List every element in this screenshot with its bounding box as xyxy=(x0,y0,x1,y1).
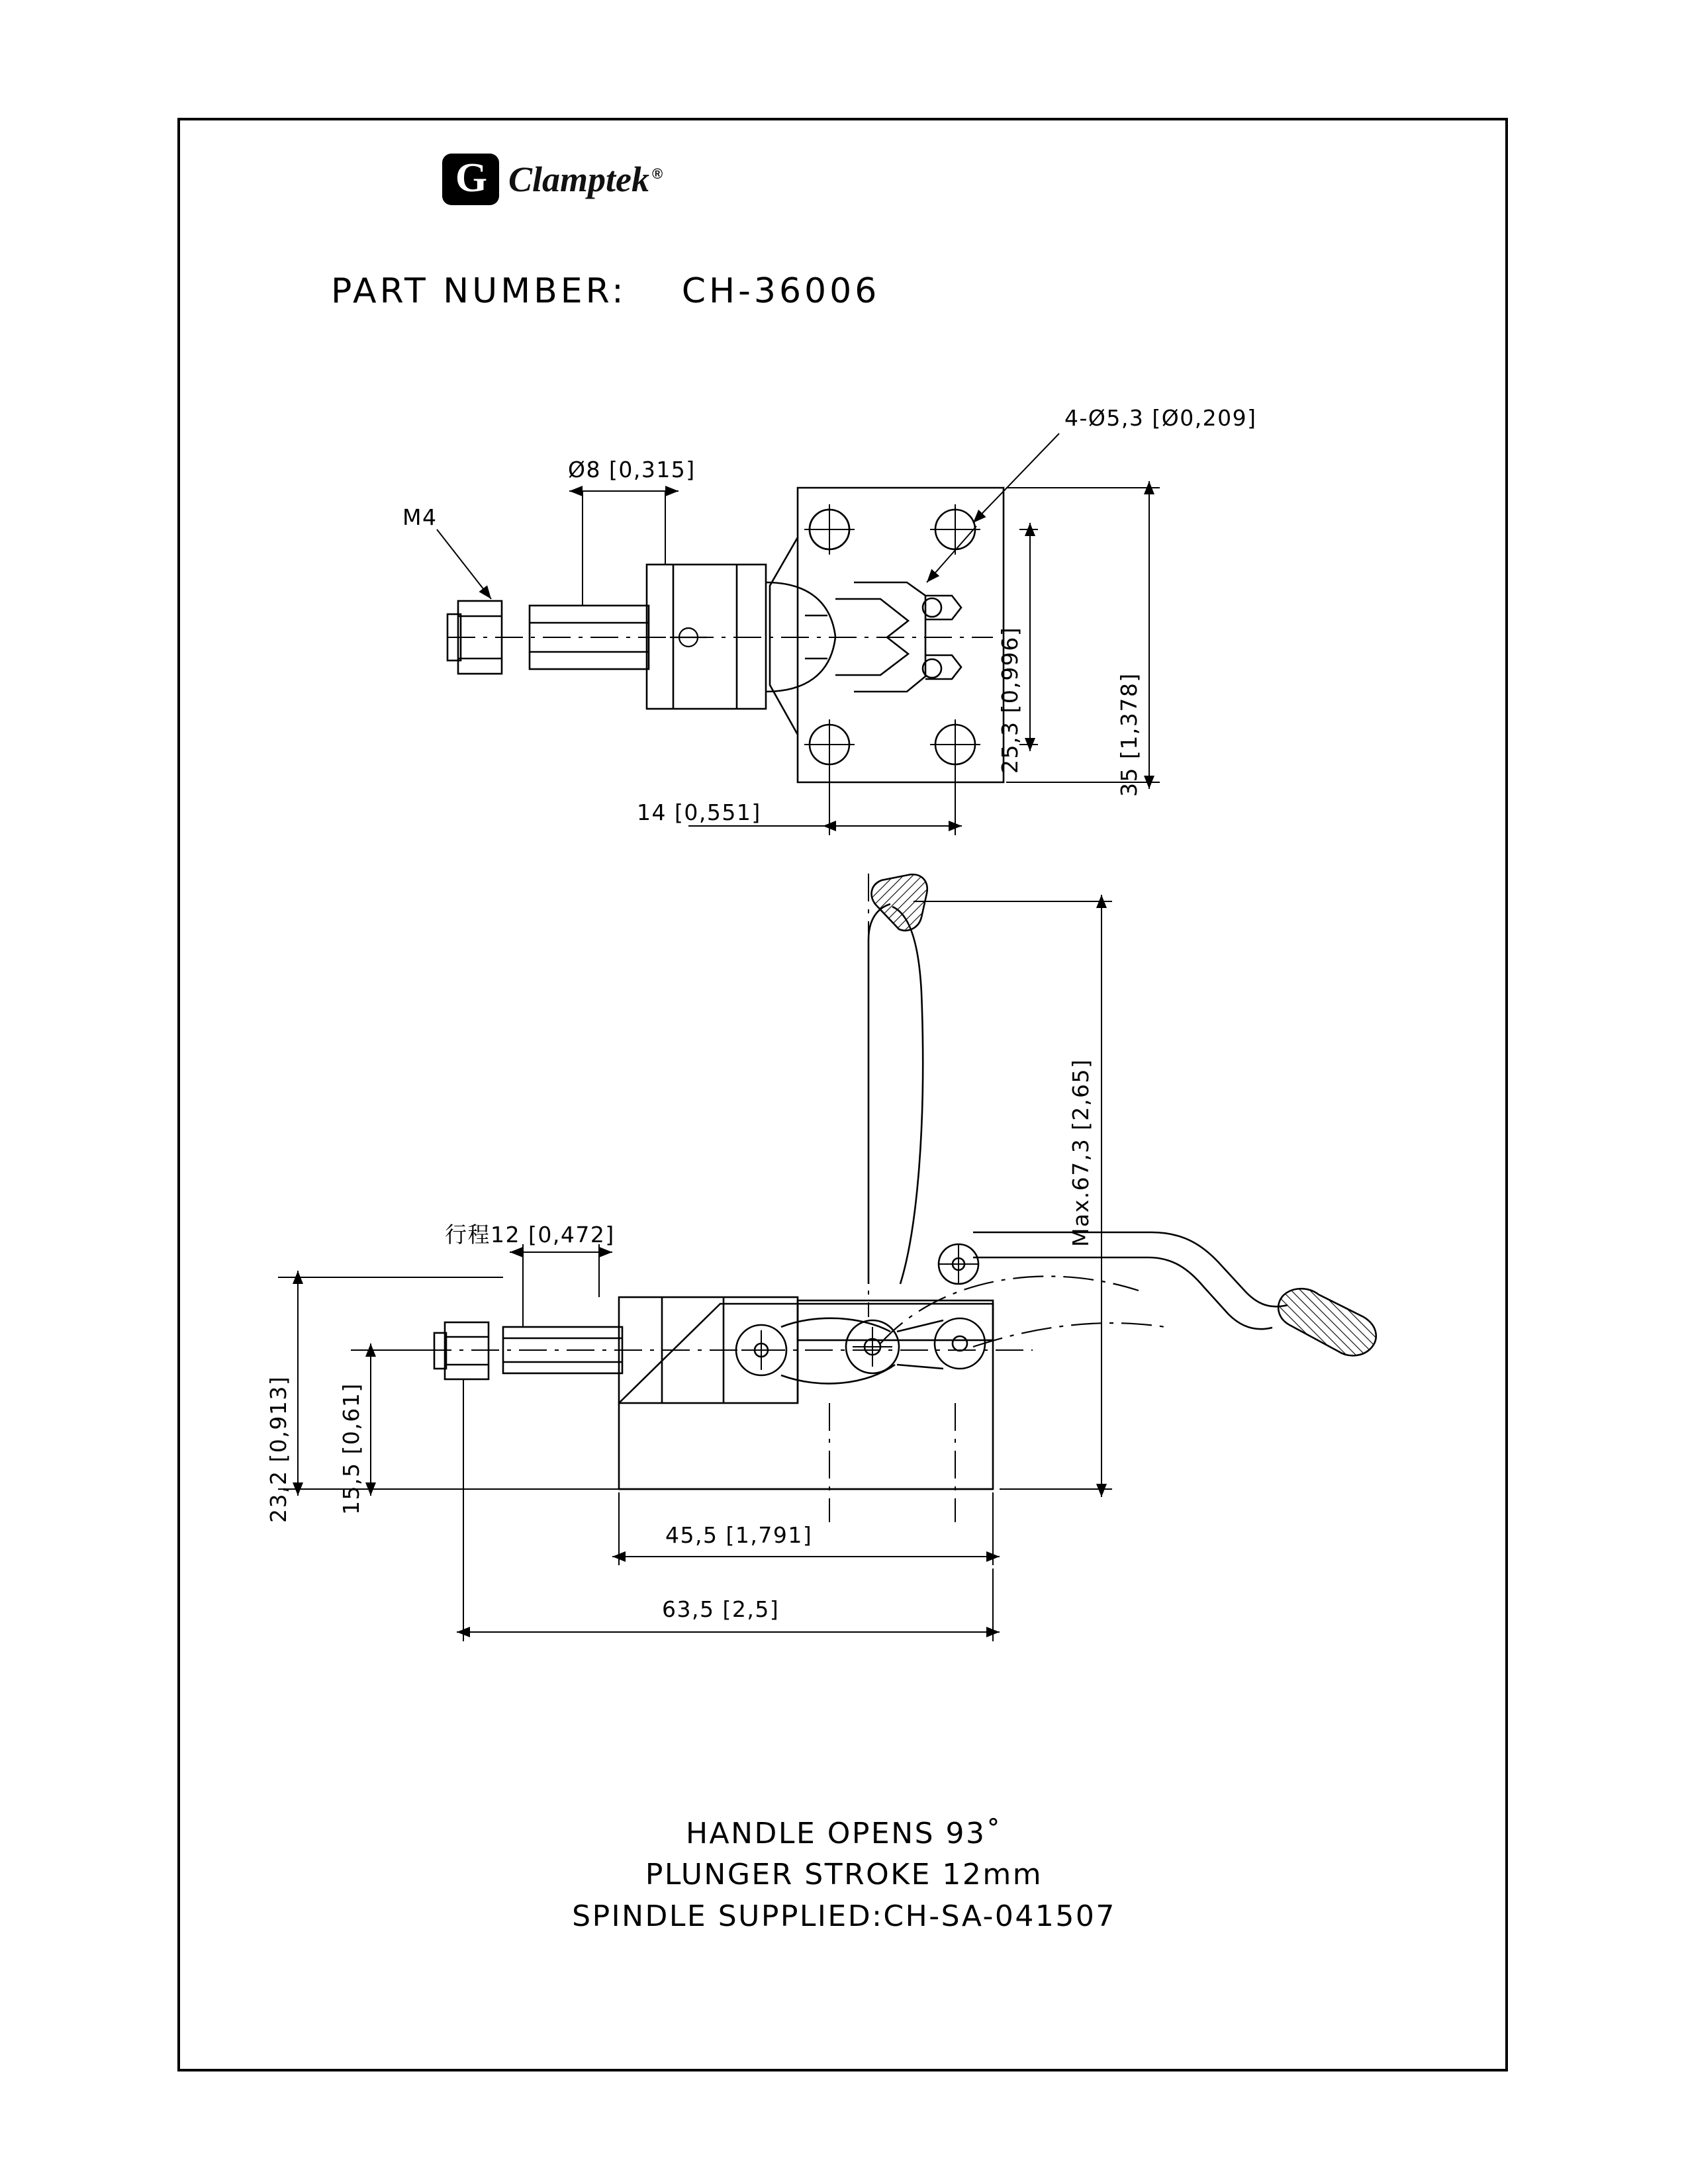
brand-logo xyxy=(442,154,663,205)
part-number-label: PART NUMBER: xyxy=(331,271,627,311)
dim-axis-height: 15,5 [0,61] xyxy=(338,1383,364,1515)
dim-hole-spacing-horizontal: 14 [0,551] xyxy=(637,799,761,825)
brand-name xyxy=(508,159,663,200)
dim-base-width: 35 [1,378] xyxy=(1116,672,1142,797)
dim-overall-height: 23,2 [0,913] xyxy=(265,1375,291,1523)
drawing-border xyxy=(177,118,1508,2071)
note-plunger-stroke: PLUNGER STROKE 12mm xyxy=(645,1858,1043,1892)
dim-mounting-holes: 4-Ø5,3 [Ø0,209] xyxy=(1064,405,1257,431)
dim-overall-length: 63,5 [2,5] xyxy=(662,1596,780,1622)
note-spindle-supplied: SPINDLE SUPPLIED:CH-SA-041507 xyxy=(572,1899,1116,1933)
dim-m4: M4 xyxy=(402,504,438,530)
dim-body-length: 45,5 [1,791] xyxy=(665,1522,813,1548)
dim-hole-spacing-vertical: 25,3 [0,996] xyxy=(997,626,1023,774)
part-number xyxy=(331,271,880,311)
dim-max-open-height: Max.67,3 [2,65] xyxy=(1068,1058,1094,1247)
notes-block xyxy=(0,1813,1688,1937)
part-number-value: CH-36006 xyxy=(681,271,880,311)
note-handle-opens: HANDLE OPENS 93˚ xyxy=(685,1817,1003,1850)
logo-letter: G xyxy=(455,156,487,201)
brand-name-text: Clamptek xyxy=(508,159,649,199)
registered-mark: ® xyxy=(652,165,663,182)
dim-plunger-dia: Ø8 [0,315] xyxy=(568,457,696,482)
clamptek-logo-icon xyxy=(442,154,499,205)
dim-stroke: 行程12 [0,472] xyxy=(445,1222,615,1248)
